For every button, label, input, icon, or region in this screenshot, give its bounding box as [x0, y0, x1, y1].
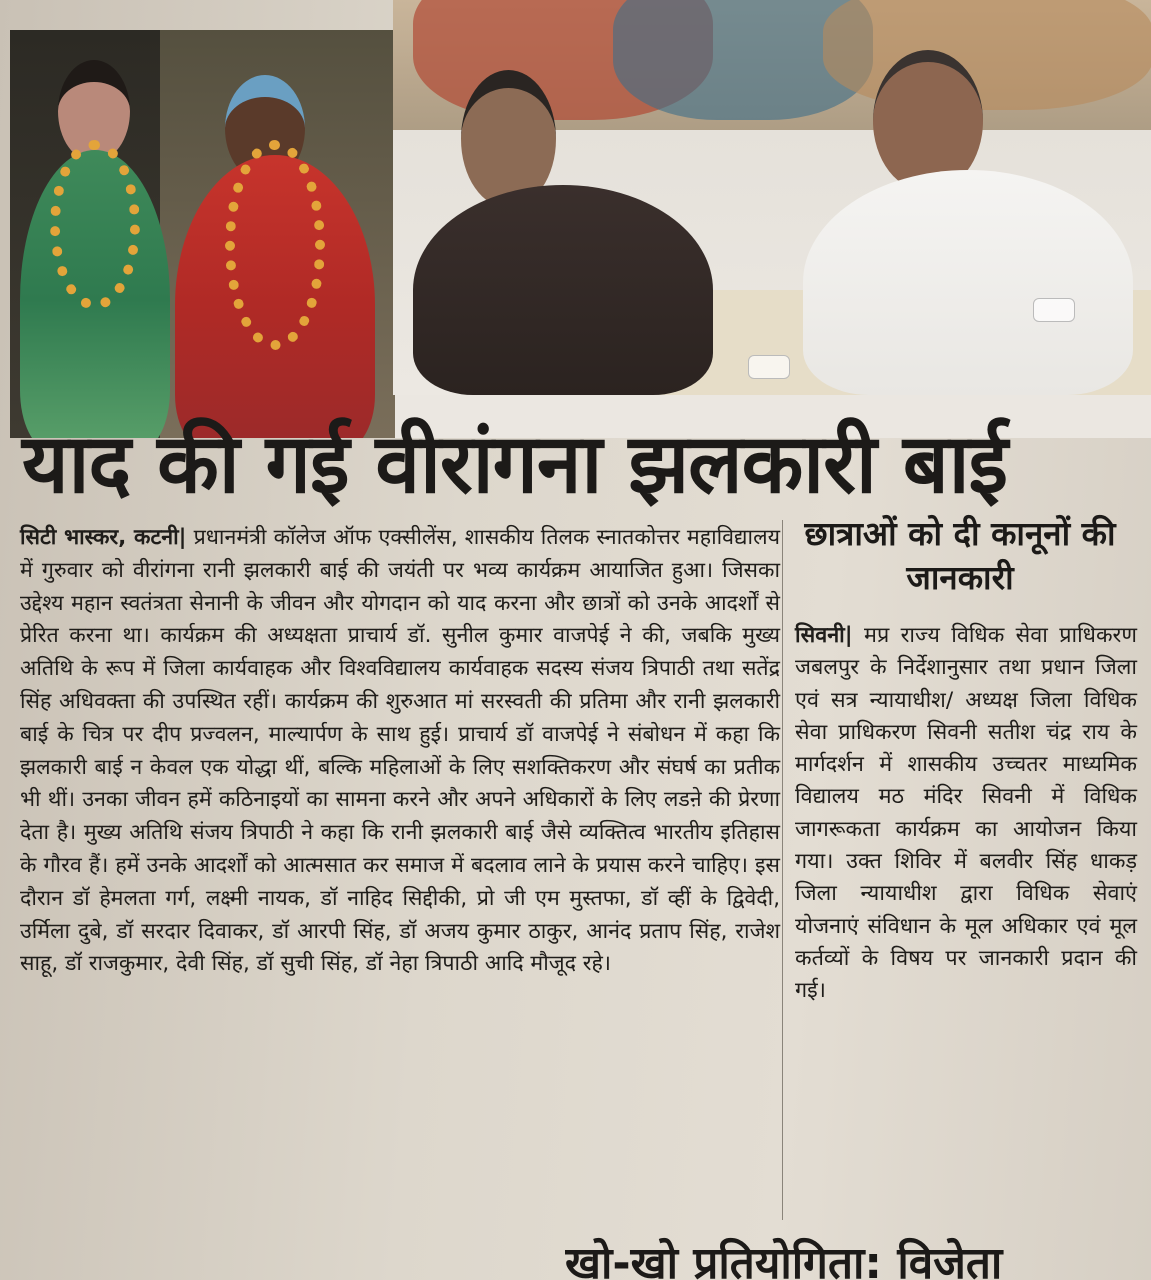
side-body: मप्र राज्य विधिक सेवा प्राधिकरण जबलपुर के निर्देशानुसार तथा प्रधान जिला एवं सत्र न्यायाधीश/ अध्यक्ष जिला विधिक सेवा प्राधिकरण सिवनी सतीश चंद्र राय के मार्गदर्शन में शासकीय उच्चतर माध्यमिक विद्यालय मठ मंदिर सिवनी में विधिक जागरूकता कार्यक्रम का आयोजन किया गया। उक्त शिविर में बलवीर सिंह धाकड़ जिला न्यायाधीश द्वारा विधिक सेवाएं योजनाएं संविधान के मूल अधिकार एवं मूल कर्तव्यों के विषय पर जानकारी प्रदान की गई। — [795, 623, 1137, 1004]
column-divider — [782, 520, 783, 1220]
photo-women-garlanded — [10, 30, 395, 438]
headline: याद की गई वीरांगना झलकारी बाई — [22, 417, 1008, 512]
side-article — [795, 620, 1137, 1008]
bottom-teaser-headline: खो-खो प्रतियोगिता: विजेता — [565, 1238, 1003, 1280]
main-article — [20, 522, 780, 981]
photo-guests-seated — [393, 0, 1151, 395]
side-dateline: सिवनी| — [795, 623, 853, 648]
side-headline: छात्राओं को दी कानूनों की जानकारी — [804, 514, 1116, 597]
article-body: प्रधानमंत्री कॉलेज ऑफ एक्सीलेंस, शासकीय तिलक स्नातकोत्तर महाविद्यालय में गुरुवार को वीरांगना रानी झलकारी बाई की जयंती पर भव्य कार्यक्रम आयाजित हुआ। जिसका उद्देश्य महान स्वतंत्रता सेनानी के जीवन और योगदान को याद करना और छात्रों को उनके आदर्शों से प्रेरित करना था। कार्यक्रम की अध्यक्षता प्राचार्य डॉ. सुनील कुमार वाजपेई ने की, जबकि मुख्य अतिथि के रूप में जिला कार्यवाहक और विश्वविद्यालय कार्यवाहक सदस्य संजय त्रिपाठी तथा सतेंद्र सिंह अधिवक्ता की उपस्थित रहीं। कार्यक्रम की शुरुआत मां सरस्वती की प्रतिमा और रानी झलकारी बाई के चित्र पर दीप प्रज्वलन, माल्यार्पण के साथ हुई। प्राचार्य डॉ वाजपेई ने संबोधन में कहा कि झलकारी बाई न केवल एक योद्धा थीं, बल्कि महिलाओं के लिए सशक्तिकरण और संघर्ष का प्रतीक भी थीं। उनका जीवन हमें कठिनाइयों का सामना करने और अपने अधिकारों के लिए लडऩे की प्रेरणा देता है। मुख्य अतिथि संजय त्रिपाठी ने कहा कि रानी झलकारी बाई जैसे व्यक्तित्व भारतीय इतिहास के गौरव हैं। हमें उनके आदर्शों को आत्मसात कर समाज में बदलाव लाने के प्रयास करने चाहिए। इस दौरान डॉ हेमलता गर्ग, लक्ष्मी नायक, डॉ नाहिद सिद्दीकी, प्रो जी एम मुस्तफा, डॉ व्हीं के द्विवेदी, उर्मिला दुबे, डॉ सरदार दिवाकर, डॉ आरपी सिंह, डॉ अजय कुमार ठाकुर, आनंद प्रताप सिंह, राजेश साहू, डॉ राजकुमार, देवी सिंह, डॉ सुची सिंह, डॉ नेहा त्रिपाठी आदि मौजूद रहे। — [20, 525, 780, 977]
article-dateline: सिटी भास्कर, कटनी| — [20, 525, 187, 550]
